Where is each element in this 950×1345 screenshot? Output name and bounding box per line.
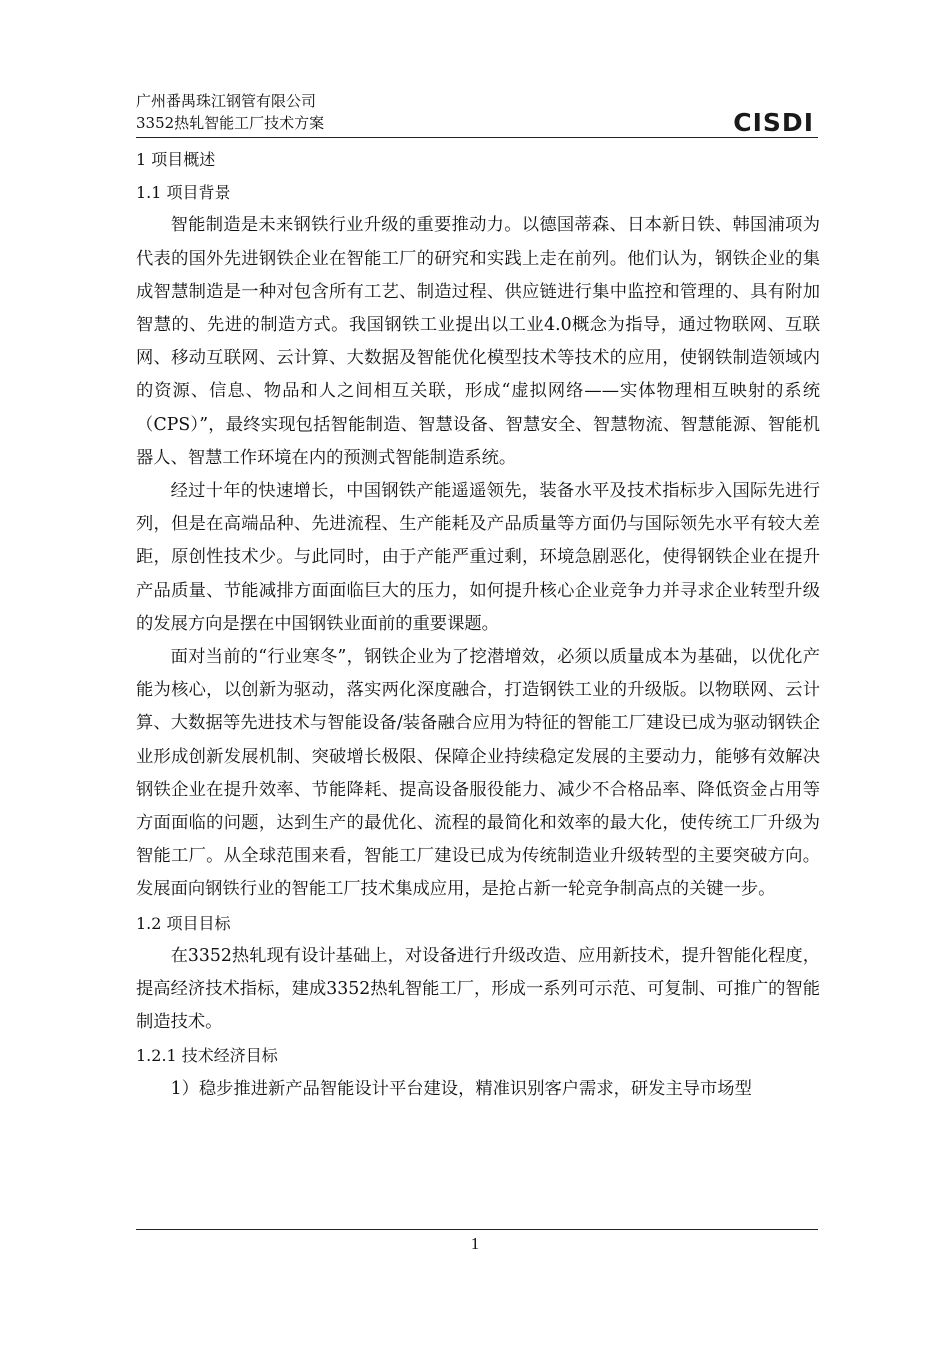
paragraph-tech-econ-goal-1: 1）稳步推进新产品智能设计平台建设，精准识别客户需求，研发主导市场型 [170,1078,752,1099]
section-heading-1-2: 1.2 项目目标 [136,913,231,933]
paragraph-objectives: 在3352热轧现有设计基础上，对设备进行升级改造、应用新技术，提升智能化程度，提高经济技术指标，建成3352热轧智能工厂，形成一系列可示范、可复制、可推广的智能制造技术。 [136,945,820,1033]
section-heading-1-2-1: 1.2.1 技术经济目标 [136,1046,278,1066]
cisdi-logo: CISDI [733,108,814,137]
section-heading-1-1: 1.1 项目背景 [136,183,231,203]
document-body [136,143,820,1106]
paragraph-background-3: 面对当前的“行业寒冬”，钢铁企业为了挖潜增效，必须以质量成本为基础，以优化产能为核心，以创新为驱动，落实两化深度融合，打造钢铁工业的升级版。以物联网、云计算、大数据等先进技术与智能设备/装备融合应用为特征的智能工厂建设已成为驱动钢铁企业形成创新发展机制、突破增长极限、保障企业持续稳定发展的主要动力，能够有效解决钢铁企业在提升效率、节能降耗、提高设备服役能力、减少不合格品率、降低资金占用等方面面临的问题，达到生产的最优化、流程的最简化和效率的最大化，使传统工厂升级为智能工厂。从全球范围来看，智能工厂建设已成为传统制造业升级转型的主要突破方向。发展面向钢铁行业的智能工厂技术集成应用，是抢占新一轮竞争制高点的关键一步。 [136,647,820,900]
page-header [136,90,816,138]
footer-divider [136,1229,818,1230]
section-heading-1: 1 项目概述 [136,150,216,169]
header-divider [136,137,818,138]
paragraph-background-1: 智能制造是未来钢铁行业升级的重要推动力。以德国蒂森、日本新日铁、韩国浦项为代表的国外先进钢铁企业在智能工厂的研究和实践上走在前列。他们认为，钢铁企业的集成智慧制造是一种对包含所有工艺、制造过程、供应链进行集中监控和管理的、具有附加智慧的、先进的制造方式。我国钢铁工业提出以工业4.0概念为指导，通过物联网、互联网、移动互联网、云计算、大数据及智能优化模型技术等技术的应用，使钢铁制造领域内的资源、信息、物品和人之间相互关联，形成“虚拟网络——实体物理相互映射的系统（CPS）”，最终实现包括智能制造、智慧设备、智慧安全、智慧物流、智慧能源、智能机器人、智慧工作环境在内的预测式智能制造系统。 [136,215,820,468]
page-number: 1 [470,1234,480,1253]
header-document-title: 3352热轧智能工厂技术方案 [136,114,325,132]
header-company-name: 广州番禺珠江钢管有限公司 [136,92,317,110]
paragraph-background-2: 经过十年的快速增长，中国钢铁产能遥遥领先，装备水平及技术指标步入国际先进行列，但是在高端品种、先进流程、生产能耗及产品质量等方面仍与国际领先水平有较大差距，原创性技术少。与此同时，由于产能严重过剩，环境急剧恶化，使得钢铁企业在提升产品质量、节能减排方面面临巨大的压力，如何提升核心企业竞争力并寻求企业转型升级的发展方向是摆在中国钢铁业面前的重要课题。 [136,481,820,634]
